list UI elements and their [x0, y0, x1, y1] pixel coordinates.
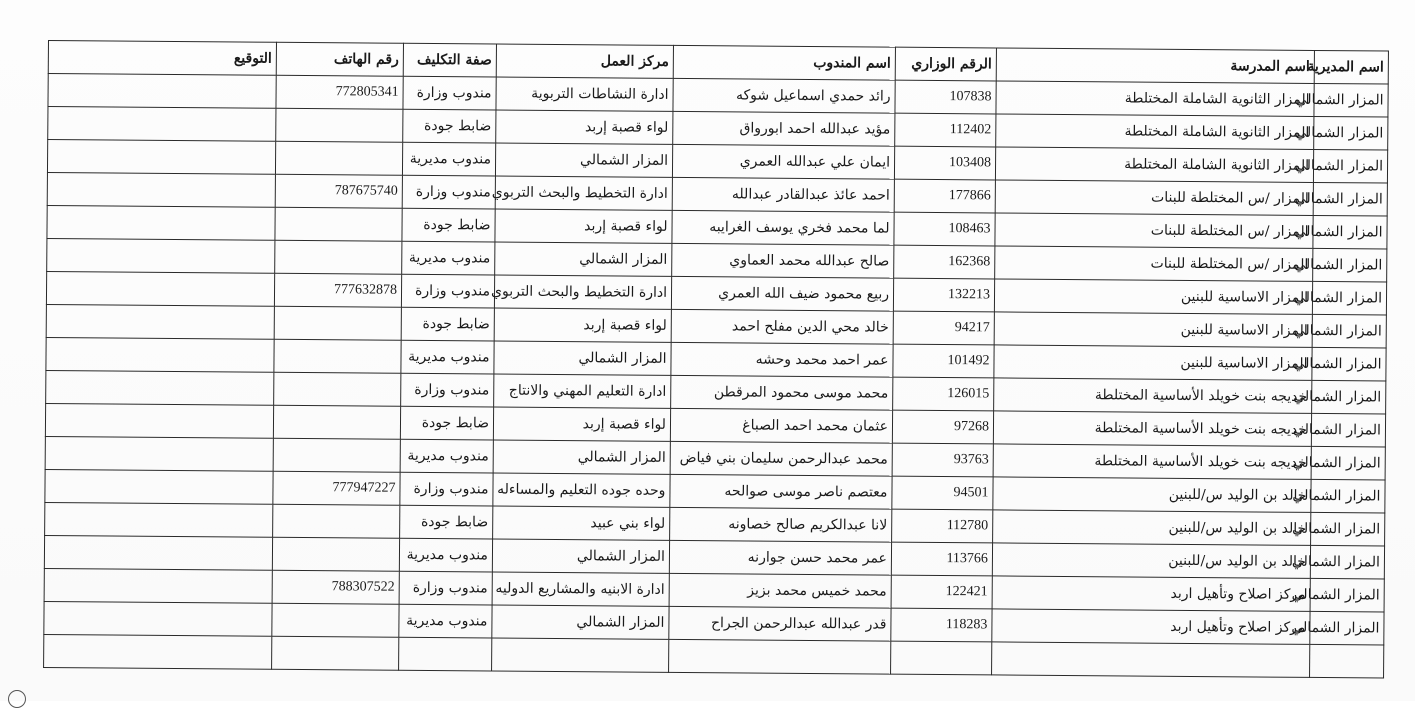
cell-role: مندوب وزارة: [401, 373, 494, 407]
cell-representative: رائد حمدي اسماعيل شوكه: [673, 78, 895, 113]
cell-work-center: ادارة التخطيط والبحث التربوي: [494, 275, 671, 309]
cell-role: مندوب وزارة: [403, 76, 496, 110]
cell-ministry-number: 97268: [892, 410, 993, 444]
cell-school: المزار /س المختلطة للبنات: [995, 246, 1313, 281]
cell-directorate: المزار الشمالي: [1313, 248, 1387, 282]
cell-school: المزار الاساسية للبنين: [994, 345, 1312, 380]
cell-school: المزار /س المختلطة للبنات: [995, 213, 1313, 248]
cell-representative: عثمان محمد احمد الصباغ: [670, 408, 892, 443]
cell-work-center: لواء قصبة إربد: [494, 308, 671, 342]
cell-signature: [44, 634, 272, 669]
document-sheet: [43, 40, 1388, 703]
cell-school: خديجه بنت خويلد الأساسية المختلطة: [994, 378, 1312, 413]
cell-phone: 777632878: [274, 273, 401, 307]
cell-representative: معتصم ناصر موسى صوالحه: [670, 474, 892, 509]
cell-phone: [274, 372, 401, 406]
cell-school: المزار الاساسية للبنين: [994, 279, 1312, 314]
cell-ministry-number: 94217: [893, 311, 994, 345]
cell-role: مندوب وزارة: [402, 175, 495, 209]
cell-directorate: المزار الشمالي: [1314, 116, 1388, 150]
cell-school: خديجه بنت خويلد الأساسية المختلطة: [993, 444, 1311, 479]
cell-role: مندوب مديرية: [399, 604, 492, 638]
cell-ministry-number: 103408: [894, 146, 995, 180]
cell-ministry-number: 118283: [891, 608, 992, 642]
cell-directorate: المزار الشمالي: [1311, 413, 1385, 447]
cell-school: المزار الثانوية الشاملة المختلطة: [996, 114, 1314, 149]
cell-phone: [276, 108, 403, 142]
cell-role: مندوب مديرية: [401, 340, 494, 374]
cell-directorate: المزار الشمالي: [1310, 611, 1384, 645]
cell-ministry-number: [891, 641, 992, 675]
cell-work-center: ادارة التعليم المهني والانتاج: [494, 374, 671, 408]
cell-representative: عمر احمد محمد وحشه: [671, 342, 893, 377]
cell-ministry-number: 126015: [893, 377, 994, 411]
cell-role: [399, 637, 492, 671]
cell-representative: خالد محي الدين مفلح احمد: [671, 309, 893, 344]
cell-signature: [45, 502, 273, 537]
cell-directorate: المزار الشمالي: [1313, 215, 1387, 249]
cell-directorate: المزار الشمالي: [1313, 149, 1387, 183]
cell-representative: محمد خميس محمد بزيز: [669, 573, 891, 608]
cell-signature: [46, 337, 274, 372]
cell-representative: احمد عائذ عبدالقادر عبدالله: [672, 177, 894, 212]
cell-school: مركز اصلاح وتأهيل اربد: [992, 609, 1310, 644]
cell-phone: [275, 207, 402, 241]
assignment-table: [43, 40, 1389, 679]
cell-school: خالد بن الوليد س/للبنين: [993, 477, 1311, 512]
header-directorate: اسم المديرية: [1314, 50, 1388, 84]
header-role: صفة التكليف: [403, 43, 496, 77]
cell-phone: 777947227: [273, 471, 400, 505]
cell-phone: [272, 603, 399, 637]
cell-school: خديجه بنت خويلد الأساسية المختلطة: [993, 411, 1311, 446]
cell-role: ضابط جودة: [400, 505, 493, 539]
cell-work-center: وحده جوده التعليم والمساءله: [493, 473, 670, 507]
cell-school: [992, 642, 1310, 677]
cell-school: خالد بن الوليد س/للبنين: [993, 510, 1311, 545]
cell-role: مندوب وزارة: [400, 472, 493, 506]
cell-role: مندوب مديرية: [400, 439, 493, 473]
cell-work-center: المزار الشمالي: [492, 539, 669, 573]
cell-signature: [45, 469, 273, 504]
cell-signature: [47, 238, 275, 273]
cell-directorate: المزار الشمالي: [1310, 578, 1384, 612]
cell-ministry-number: 94501: [892, 476, 993, 510]
cell-work-center: المزار الشمالي: [493, 440, 670, 474]
header-work-center: مركز العمل: [496, 44, 673, 78]
cell-work-center: المزار الشمالي: [492, 605, 669, 639]
cell-school: المزار الثانوية الشاملة المختلطة: [996, 81, 1314, 116]
cell-role: مندوب مديرية: [402, 142, 495, 176]
cell-directorate: المزار الشمالي: [1314, 83, 1388, 117]
cell-signature: [46, 370, 274, 405]
cell-work-center: المزار الشمالي: [495, 242, 672, 276]
cell-representative: ربيع محمود ضيف الله العمري: [671, 276, 893, 311]
cell-role: ضابط جودة: [402, 208, 495, 242]
cell-phone: [274, 306, 401, 340]
cell-directorate: المزار الشمالي: [1311, 446, 1385, 480]
cell-signature: [47, 205, 275, 240]
cell-phone: [274, 339, 401, 373]
cell-signature: [46, 271, 274, 306]
cell-ministry-number: 122421: [891, 575, 992, 609]
cell-representative: لما محمد فخري يوسف الغرايبه: [672, 210, 894, 245]
cell-ministry-number: 101492: [893, 344, 994, 378]
cell-ministry-number: 112402: [895, 113, 996, 147]
cell-representative: محمد موسى محمود المرقطن: [671, 375, 893, 410]
cell-role: مندوب مديرية: [399, 538, 492, 572]
cell-representative: قدر عبدالله عبدالرحمن الجراح: [669, 606, 891, 641]
cell-work-center: [492, 638, 669, 672]
cell-ministry-number: 177866: [894, 179, 995, 213]
scan-corner-mark: [8, 690, 26, 708]
cell-representative: محمد عبدالرحمن سليمان بني فياض: [670, 441, 892, 476]
cell-phone: [273, 405, 400, 439]
cell-work-center: لواء قصبة إربد: [496, 110, 673, 144]
cell-signature: [47, 140, 275, 175]
cell-phone: [272, 636, 399, 670]
cell-work-center: لواء بني عبيد: [493, 506, 670, 540]
cell-directorate: [1310, 644, 1384, 678]
header-ministry-number: الرقم الوزاري: [895, 47, 996, 81]
cell-role: مندوب وزارة: [399, 571, 492, 605]
cell-role: ضابط جودة: [403, 109, 496, 143]
cell-school: المزار /س المختلطة للبنات: [995, 180, 1313, 215]
cell-ministry-number: 113766: [891, 542, 992, 576]
cell-work-center: لواء قصبة إربد: [493, 407, 670, 441]
cell-phone: 788307522: [272, 570, 399, 604]
cell-role: مندوب وزارة: [401, 274, 494, 308]
cell-directorate: المزار الشمالي: [1312, 281, 1386, 315]
cell-phone: [272, 537, 399, 571]
cell-signature: [45, 436, 273, 471]
cell-signature: [46, 304, 274, 339]
cell-directorate: المزار الشمالي: [1311, 512, 1385, 546]
cell-phone: [273, 438, 400, 472]
cell-phone: [275, 141, 402, 175]
cell-role: مندوب مديرية: [402, 241, 495, 275]
cell-ministry-number: 132213: [893, 278, 994, 312]
cell-school: مركز اصلاح وتأهيل اربد: [992, 576, 1310, 611]
cell-directorate: المزار الشمالي: [1312, 380, 1386, 414]
cell-signature: [45, 403, 273, 438]
cell-phone: [273, 504, 400, 538]
cell-directorate: المزار الشمالي: [1313, 182, 1387, 216]
header-representative: اسم المندوب: [673, 45, 895, 80]
cell-ministry-number: 162368: [894, 245, 995, 279]
cell-work-center: ادارة النشاطات التربوية: [496, 77, 673, 111]
cell-phone: 772805341: [276, 75, 403, 109]
cell-representative: عمر محمد حسن جوارنه: [669, 540, 891, 575]
cell-role: ضابط جودة: [400, 406, 493, 440]
cell-representative: [669, 639, 891, 674]
cell-representative: لانا عبدالكريم صالح خصاونه: [670, 507, 892, 542]
cell-signature: [44, 601, 272, 636]
cell-representative: صالح عبدالله محمد العماوي: [672, 243, 894, 278]
table-body: [44, 74, 1389, 679]
cell-signature: [47, 172, 275, 207]
cell-work-center: ادارة التخطيط والبحث التربوي: [495, 176, 672, 210]
cell-representative: مؤيد عبدالله احمد ابورواق: [673, 111, 895, 146]
cell-ministry-number: 107838: [895, 80, 996, 114]
cell-phone: [275, 240, 402, 274]
cell-work-center: المزار الشمالي: [494, 341, 671, 375]
cell-work-center: المزار الشمالي: [495, 143, 672, 177]
cell-school: المزار الثانوية الشاملة المختلطة: [995, 147, 1313, 182]
cell-directorate: المزار الشمالي: [1312, 314, 1386, 348]
cell-phone: 787675740: [275, 174, 402, 208]
cell-representative: ايمان علي عبدالله العمري: [672, 144, 894, 179]
cell-school: المزار الاساسية للبنين: [994, 312, 1312, 347]
header-signature: التوقيع: [48, 41, 276, 76]
cell-ministry-number: 93763: [892, 443, 993, 477]
header-school: اسم المدرسة: [996, 48, 1314, 83]
cell-signature: [44, 568, 272, 603]
header-phone: رقم الهاتف: [276, 42, 403, 76]
cell-directorate: المزار الشمالي: [1310, 545, 1384, 579]
cell-ministry-number: 112780: [892, 509, 993, 543]
cell-signature: [48, 107, 276, 142]
cell-role: ضابط جودة: [401, 307, 494, 341]
cell-signature: [44, 535, 272, 570]
cell-directorate: المزار الشمالي: [1312, 347, 1386, 381]
cell-work-center: ادارة الابنيه والمشاريع الدوليه: [492, 572, 669, 606]
cell-directorate: المزار الشمالي: [1311, 479, 1385, 513]
cell-work-center: لواء قصبة إربد: [495, 209, 672, 243]
cell-signature: [48, 74, 276, 109]
cell-school: خالد بن الوليد س/للبنين: [992, 543, 1310, 578]
cell-ministry-number: 108463: [894, 212, 995, 246]
